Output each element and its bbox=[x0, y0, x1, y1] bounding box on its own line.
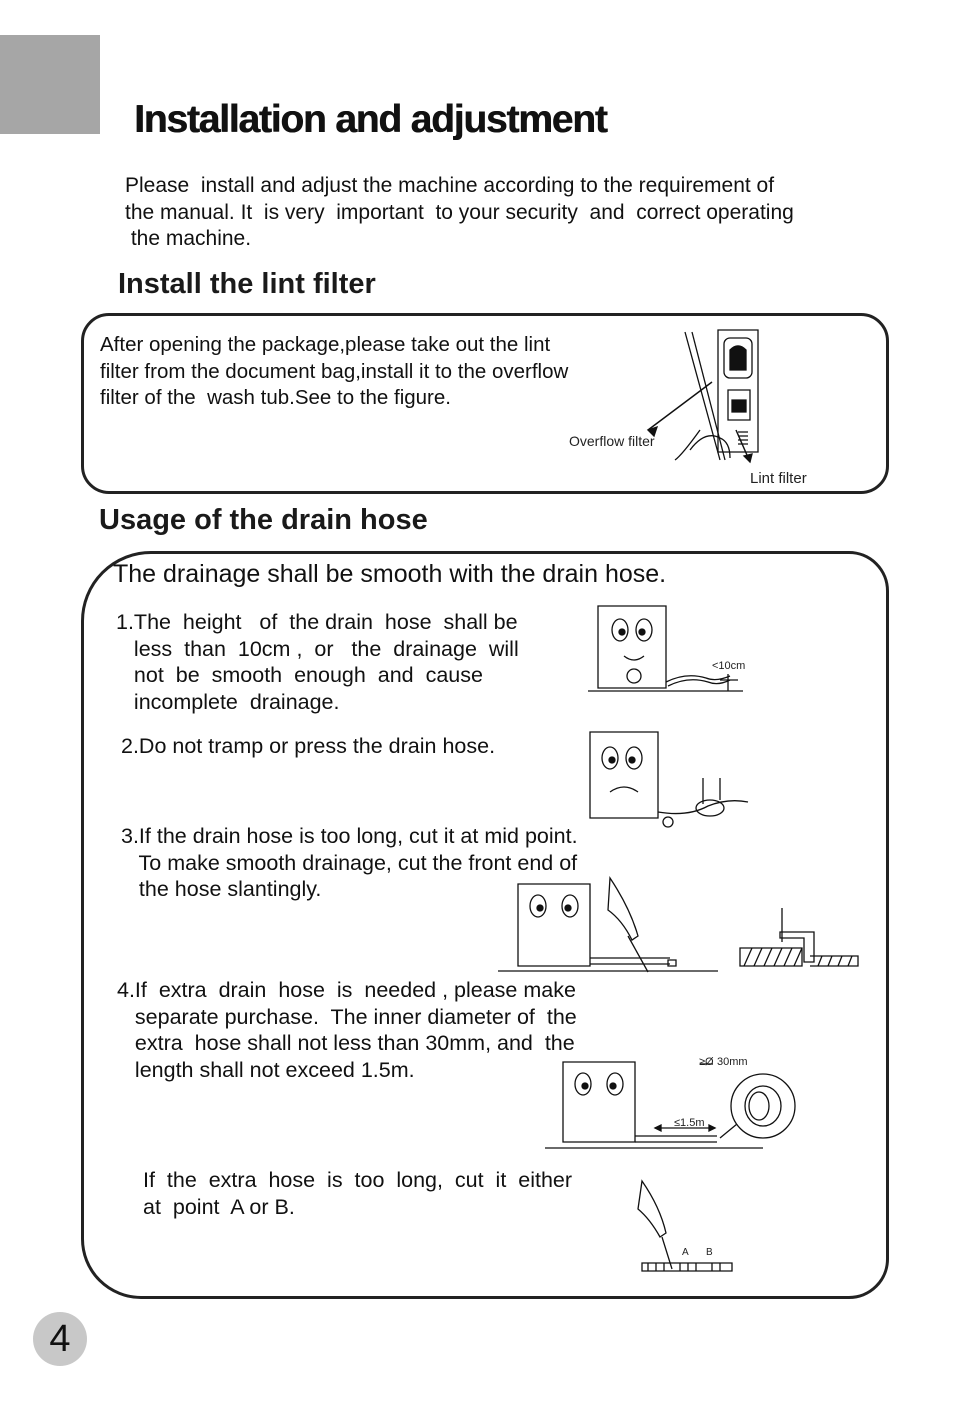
overflow-filter-label: Overflow filter bbox=[569, 433, 655, 449]
length-label: ≤1.5m bbox=[674, 1117, 705, 1129]
page-title: Installation and adjustment bbox=[134, 98, 607, 141]
lint-line: After opening the package,please take out the lint bbox=[100, 333, 551, 356]
drain-section-heading: Usage of the drain hose bbox=[99, 504, 428, 536]
item-line: 3.If the drain hose is too long, cut it at mid point. bbox=[121, 824, 578, 848]
intro-paragraph bbox=[125, 173, 895, 253]
item-line: the hose slantingly. bbox=[121, 877, 322, 901]
drain-item-4 bbox=[117, 977, 577, 1083]
lint-filter-figure bbox=[600, 320, 780, 480]
extra-hose-figure bbox=[545, 1058, 800, 1153]
item-line: length shall not exceed 1.5m. bbox=[117, 1057, 415, 1082]
cut-hose-figure bbox=[498, 876, 723, 976]
slant-cut-hose-figure bbox=[740, 906, 860, 976]
drain-item-1 bbox=[116, 609, 519, 715]
drain-item-5 bbox=[143, 1167, 572, 1220]
item-line: To make smooth drainage, cut the front end of bbox=[121, 850, 578, 875]
lint-section-heading: Install the lint filter bbox=[118, 268, 376, 300]
intro-line: the manual. It is very important to your security and correct operating bbox=[125, 200, 794, 224]
lint-instructions bbox=[100, 332, 568, 412]
diameter-symbol: ≥Ø bbox=[699, 1056, 714, 1068]
item-line: less than 10cm , or the drainage will bbox=[116, 636, 519, 661]
intro-line: Please install and adjust the machine according to the requirement of bbox=[125, 174, 775, 197]
lint-filter-label: Lint filter bbox=[750, 470, 807, 487]
washer-hose-height-figure bbox=[588, 604, 753, 696]
drain-item-2: 2.Do not tramp or press the drain hose. bbox=[121, 734, 496, 758]
drain-subheading: The drainage shall be smooth with the drain hose. bbox=[113, 560, 667, 588]
item-line: 1.The height of the drain hose shall be bbox=[116, 610, 518, 634]
item-line: If the extra hose is too long, cut it either bbox=[143, 1168, 573, 1192]
section-tab-marker bbox=[0, 35, 100, 134]
height-limit-label: <10cm bbox=[712, 660, 746, 672]
lint-line: filter from the document bag,install it to the overflow bbox=[100, 359, 569, 383]
diameter-label: 30mm bbox=[717, 1056, 748, 1068]
item-line: not be smooth enough and cause bbox=[116, 663, 483, 687]
item-line: extra hose shall not less than 30mm, and the bbox=[117, 1031, 575, 1055]
item-line: incomplete drainage. bbox=[116, 689, 340, 714]
page-number: 4 bbox=[33, 1312, 87, 1366]
lint-line: filter of the wash tub.See to the figure. bbox=[100, 386, 451, 409]
washer-tramp-hose-figure bbox=[588, 730, 758, 835]
point-a-label: A bbox=[682, 1247, 689, 1258]
point-b-label: B bbox=[706, 1247, 713, 1258]
item-line: 4.If extra drain hose is needed , please make bbox=[117, 978, 576, 1002]
intro-line: the machine. bbox=[125, 227, 252, 250]
item-line: at point A or B. bbox=[143, 1194, 295, 1219]
cut-point-ab-figure bbox=[634, 1175, 739, 1280]
item-line: separate purchase. The inner diameter of the bbox=[117, 1004, 577, 1029]
